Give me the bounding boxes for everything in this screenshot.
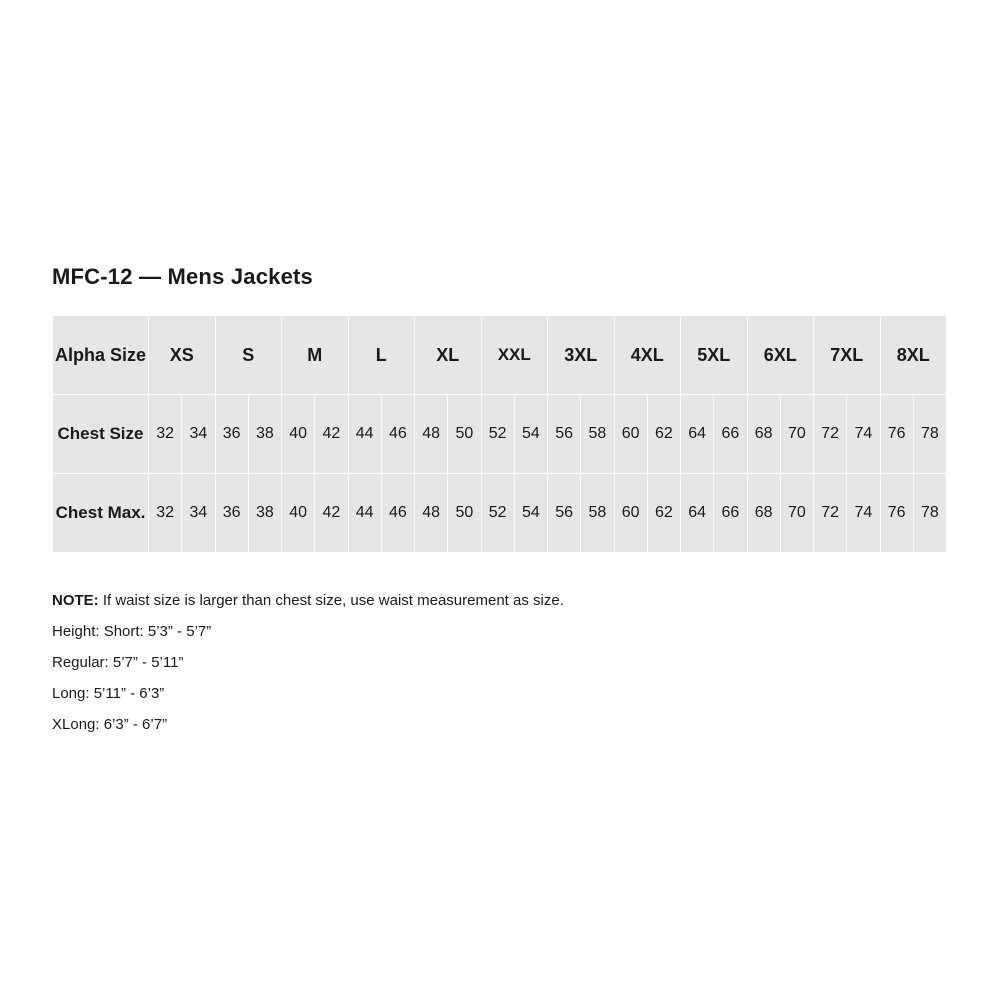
alpha-size-3xl: 3XL	[548, 316, 615, 395]
chest-size-cell: 74	[847, 395, 880, 474]
row-label-chest-size: Chest Size	[53, 395, 149, 474]
table-row-chest-size	[53, 395, 947, 474]
chest-size-cell: 34	[182, 395, 215, 474]
chest-max-cell: 68	[747, 474, 780, 553]
chest-max-cell: 38	[248, 474, 281, 553]
note-height-long: Long: 5’11” - 6’3”	[52, 685, 165, 702]
note-height-xlong: XLong: 6’3” - 6’7”	[52, 716, 168, 733]
chest-size-cell: 42	[315, 395, 348, 474]
chest-max-cell: 76	[880, 474, 913, 553]
chest-max-cell: 36	[215, 474, 248, 553]
chest-size-cell: 78	[913, 395, 946, 474]
note-text: If waist size is larger than chest size, use waist measurement as size.	[98, 592, 564, 609]
chest-size-cell: 46	[381, 395, 414, 474]
chest-max-cell: 66	[714, 474, 747, 553]
note-height-short: Height: Short: 5’3” - 5’7”	[52, 623, 212, 640]
table-row-chest-max	[53, 474, 947, 553]
page-title: MFC-12 — Mens Jackets	[52, 264, 313, 289]
chest-size-cell: 76	[880, 395, 913, 474]
size-chart-container	[52, 315, 947, 553]
chest-size-cell: 54	[514, 395, 547, 474]
alpha-size-6xl: 6XL	[747, 316, 814, 395]
chest-size-cell: 48	[415, 395, 448, 474]
alpha-size-4xl: 4XL	[614, 316, 681, 395]
alpha-size-5xl: 5XL	[681, 316, 748, 395]
chest-max-cell: 70	[780, 474, 813, 553]
chest-size-cell: 40	[282, 395, 315, 474]
alpha-size-xs: XS	[149, 316, 216, 395]
chest-max-cell: 60	[614, 474, 647, 553]
alpha-size-xl: XL	[415, 316, 482, 395]
alpha-size-8xl: 8XL	[880, 316, 947, 395]
chest-size-cell: 64	[681, 395, 714, 474]
alpha-size-l: L	[348, 316, 415, 395]
chest-max-cell: 54	[514, 474, 547, 553]
chest-max-cell: 48	[415, 474, 448, 553]
note-height-regular: Regular: 5’7” - 5’11”	[52, 654, 184, 671]
alpha-size-7xl: 7XL	[814, 316, 881, 395]
chest-size-cell: 70	[780, 395, 813, 474]
chest-max-cell: 50	[448, 474, 481, 553]
chest-size-cell: 32	[149, 395, 182, 474]
chest-max-cell: 58	[581, 474, 614, 553]
chest-max-cell: 74	[847, 474, 880, 553]
notes-block	[52, 593, 932, 732]
row-label-chest-max: Chest Max.	[53, 474, 149, 553]
note-waist-line	[52, 593, 932, 608]
table-row-alpha	[53, 316, 947, 395]
chest-max-cell: 46	[381, 474, 414, 553]
chest-size-cell: 36	[215, 395, 248, 474]
chest-size-cell: 66	[714, 395, 747, 474]
chest-size-cell: 56	[548, 395, 581, 474]
row-label-alpha-size: Alpha Size	[53, 316, 149, 395]
chest-size-cell: 50	[448, 395, 481, 474]
chest-max-cell: 42	[315, 474, 348, 553]
chest-max-cell: 72	[814, 474, 847, 553]
chest-max-cell: 44	[348, 474, 381, 553]
alpha-size-m: M	[282, 316, 349, 395]
chest-max-cell: 34	[182, 474, 215, 553]
chest-size-cell: 62	[647, 395, 680, 474]
chest-size-cell: 68	[747, 395, 780, 474]
chest-size-cell: 38	[248, 395, 281, 474]
chest-max-cell: 40	[282, 474, 315, 553]
note-label: NOTE:	[52, 592, 99, 609]
chest-max-cell: 52	[481, 474, 514, 553]
alpha-size-s: S	[215, 316, 282, 395]
chest-size-cell: 72	[814, 395, 847, 474]
chest-size-cell: 44	[348, 395, 381, 474]
chest-max-cell: 56	[548, 474, 581, 553]
chest-size-cell: 52	[481, 395, 514, 474]
chest-max-cell: 62	[647, 474, 680, 553]
chest-max-cell: 78	[913, 474, 946, 553]
alpha-size-xxl: XXL	[481, 316, 548, 395]
chest-size-cell: 60	[614, 395, 647, 474]
chest-size-cell: 58	[581, 395, 614, 474]
size-chart-table	[52, 315, 947, 553]
chest-max-cell: 32	[149, 474, 182, 553]
chest-max-cell: 64	[681, 474, 714, 553]
